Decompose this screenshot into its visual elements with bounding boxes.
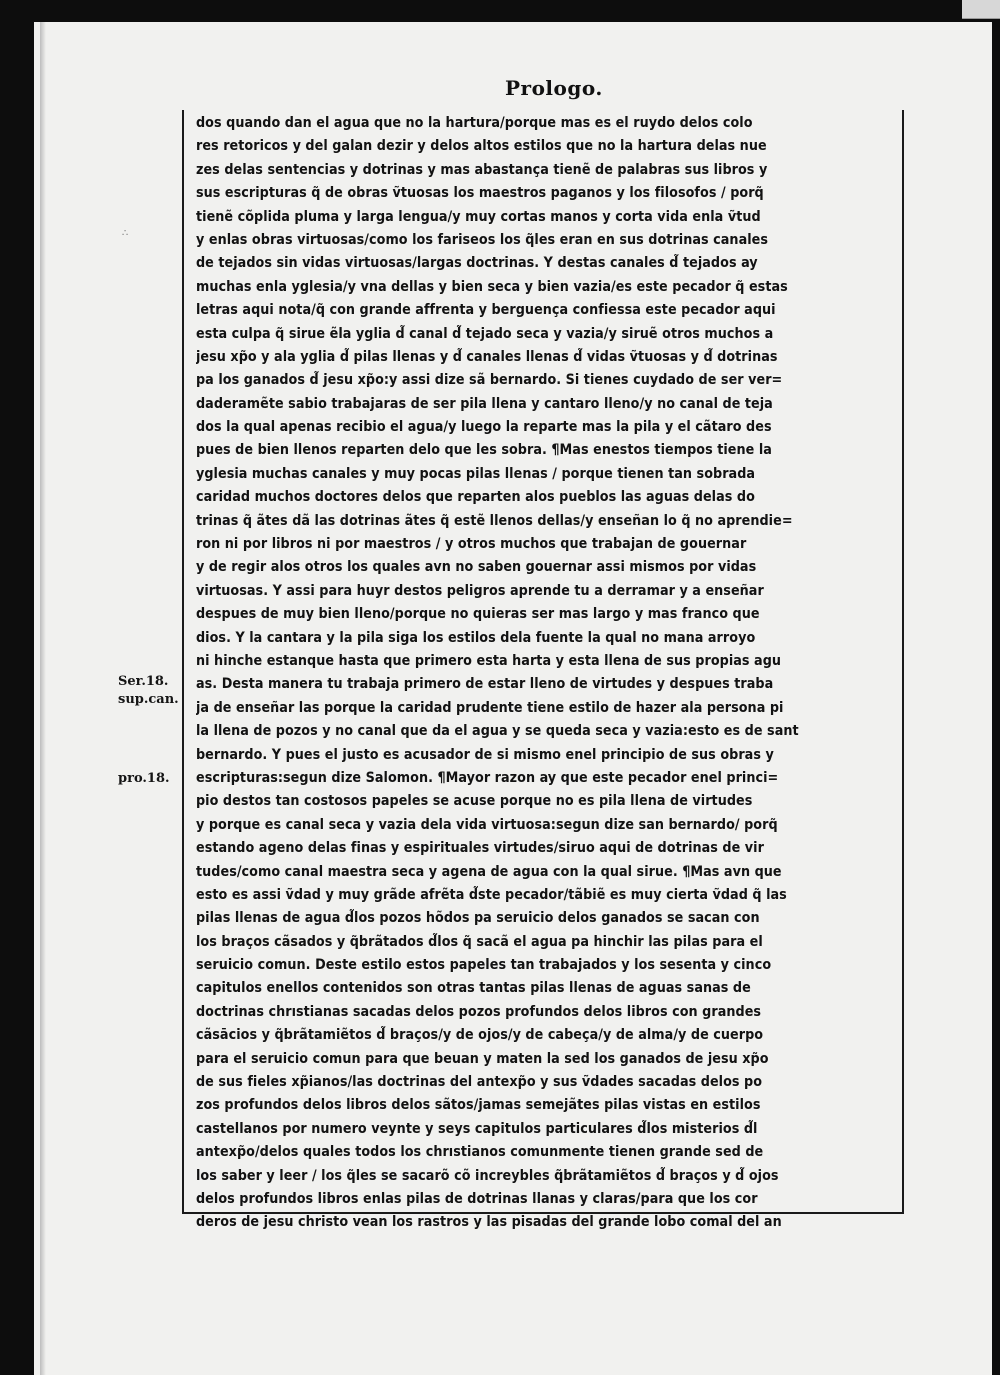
text-line: dos la qual apenas recibio el agua/y luego la reparte mas la pila y el cãtaro des [196, 419, 772, 436]
running-head: Prologo. [505, 76, 603, 100]
text-line: zos profundos delos libros delos sãtos/jamas semejãtes pilas vistas en estilos [196, 1097, 761, 1114]
text-line: capitulos enellos contenidos son otras tantas pilas llenas de aguas sanas de [196, 980, 751, 997]
text-line: despues de muy bien lleno/porque no quieras ser mas largo y mas franco que [196, 606, 760, 623]
text-line: deros de jesu christo vean los rastros y las pisadas del grande lobo comal del an [196, 1214, 782, 1231]
text-line: escripturas:segun dize Salomon. ¶Mayor razon ay que este pecador enel princi= [196, 769, 779, 786]
text-line: seruicio comun. Deste estilo estos papeles tan trabajados y los sesenta y cinco [196, 957, 772, 974]
text-line: y porque es canal seca y vazia dela vida virtuosa:segun dize san bernardo/ porq̃ [196, 816, 778, 833]
text-line: pio destos tan costosos papeles se acuse porque no es pila llena de virtudes [196, 793, 753, 810]
text-line: delos profundos libros enlas pilas de dotrinas llanas y claras/para que los cor [196, 1190, 758, 1207]
text-line: castellanos por numero veynte y seys capitulos particulares d̃los misterios d̃l [196, 1120, 758, 1137]
text-line: letras aqui nota/q̃ con grande affrenta y berguença confiessa este pecador aqui [196, 302, 776, 319]
text-line: cãsācios y q̃brãtamiẽtos d̃ braços/y de ojos/y de cabeça/y de alma/y de cuerpo [196, 1027, 764, 1044]
text-line: yglesia muchas canales y muy pocas pilas llenas / porque tienen tan sobrada [196, 465, 756, 482]
text-line: daderamẽte sabio trabajaras de ser pila llena y cantaro lleno/y no canal de teja [196, 395, 773, 412]
margin-smudge: ∴ [122, 228, 129, 239]
text-line: ron ni por libros ni por maestros / y otros muchos que trabajan de gouernar [196, 536, 747, 553]
text-line: pilas llenas de agua d̃los pozos hõdos pa seruicio delos ganados se sacan con [196, 910, 760, 927]
marginal-note: Ser.18. [118, 674, 169, 689]
text-line: tudes/como canal maestra seca y agena de agua con la qual sirue. ¶Mas avn que [196, 863, 782, 880]
main-text-block [182, 110, 904, 1231]
text-line: res retoricos y del galan dezir y delos altos estilos que no la hartura delas nue [196, 138, 767, 155]
text-line: de sus fieles xp̃ianos/las doctrinas del antexp̃o y sus ṽdades sacadas delos po [196, 1074, 763, 1091]
text-line: doctrinas chrıstianas sacadas delos pozos profundos delos libros con grandes [196, 1003, 762, 1020]
text-line: y enlas obras virtuosas/como los fariseos los q̃les eran en sus dotrinas canales [196, 231, 769, 248]
page-corner [962, 0, 1000, 19]
text-line: de tejados sin vidas virtuosas/largas doctrinas. Y destas canales d̃ tejados ay [196, 255, 758, 272]
page-gutter-shadow [40, 22, 46, 1375]
text-line: ja de enseñar las porque la caridad prudente tiene estilo de hazer ala persona pi [196, 699, 784, 716]
text-line: sus escripturas q̃ de obras ṽtuosas los maestros paganos y los filosofos / porq̃ [196, 185, 764, 202]
text-line: para el seruicio comun para que beuan y maten la sed los ganados de jesu xp̃o [196, 1050, 769, 1067]
marginal-note: pro.18. [118, 771, 170, 786]
text-line: pues de bien llenos reparten delo que les sobra. ¶Mas enestos tiempos tiene la [196, 442, 772, 459]
text-line: dos quando dan el agua que no la hartura/porque mas es el ruydo delos colo [196, 115, 753, 131]
text-line: esto es assi ṽdad y muy grãde afrẽta d̃ste pecador/tãbiẽ es muy cierta ṽdad q̃ las [196, 886, 787, 903]
text-line: caridad muchos doctores delos que reparten alos pueblos las aguas delas do [196, 489, 755, 506]
text-line: as. Desta manera tu trabaja primero de estar lleno de virtudes y despues traba [196, 676, 774, 693]
text-line: antexp̃o/delos quales todos los chrıstianos comunmente tienen grande sed de [196, 1144, 764, 1161]
text-line: los saber y leer / los q̃les se sacarõ cõ increybles q̃brãtamiẽtos d̃ braços y d̃ ojos [196, 1167, 779, 1184]
text-line: virtuosas. Y assi para huyr destos peligros aprende tu a derramar y a enseñar [196, 582, 764, 599]
text-line: muchas enla yglesia/y vna dellas y bien seca y bien vazia/es este pecador q̃ estas [196, 278, 788, 295]
text-line: la llena de pozos y no canal que da el agua y se queda seca y vazia:esto es de sant [196, 723, 799, 740]
text-line: esta culpa q̃ sirue ẽla yglia d̃ canal d̃ tejado seca y vazia/y siruẽ otros muchos a [196, 325, 774, 342]
text-line: estando ageno delas finas y espirituales virtudes/siruo aqui de dotrinas de vir [196, 840, 764, 857]
text-line: zes delas sentencias y dotrinas y mas abastança tienẽ de palabras sus libros y [196, 161, 768, 178]
marginal-note: sup.can. [118, 692, 179, 707]
text-line: ni hinche estanque hasta que primero esta harta y esta llena de sus propias agu [196, 652, 782, 669]
text-line: bernardo. Y pues el justo es acusador de si mismo enel principio de sus obras y [196, 746, 774, 763]
text-line: y de regir alos otros los quales avn no saben gouernar assi mismos por vidas [196, 559, 757, 576]
text-line: los braços cãsados y q̃brãtados d̃los q̃ sacã el agua pa hinchir las pilas para el [196, 933, 763, 950]
text-line: pa los ganados d̃ jesu xp̃o:y assi dize sã bernardo. Si tienes cuydado de ser ver= [196, 372, 783, 389]
text-line: jesu xp̃o y ala yglia d̃ pilas llenas y d̃ canales llenas d̃ vidas ṽtuosas y d̃ dotrinas [196, 348, 778, 365]
text-line: trinas q̃ ãtes dã las dotrinas ãtes q̃ estẽ llenos dellas/y enseñan lo q̃ no aprendie= [196, 512, 793, 529]
text-line: tienẽ cõplida pluma y larga lengua/y muy cortas manos y corta vida enla ṽtud [196, 208, 761, 225]
text-line: dios. Y la cantara y la pila siga los estilos dela fuente la qual no mana arroyo [196, 629, 756, 646]
